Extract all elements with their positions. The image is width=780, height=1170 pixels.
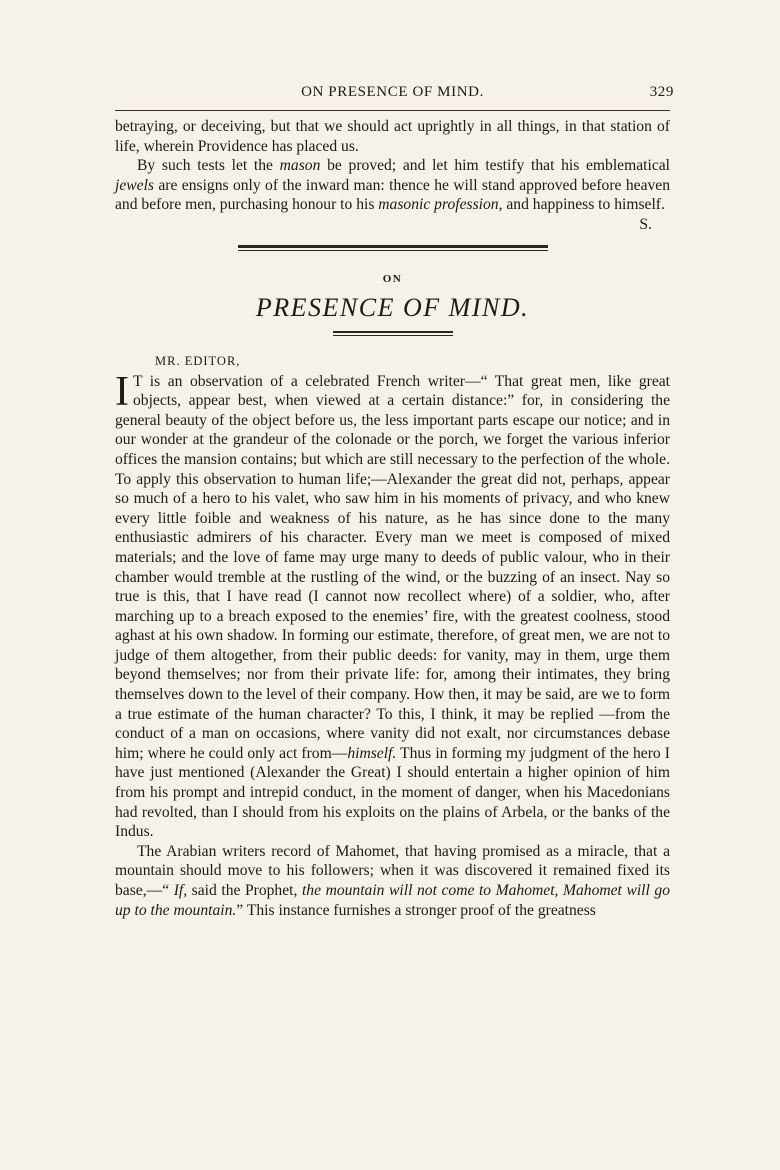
emphasis-if: If,: [173, 882, 188, 899]
section-divider: [238, 245, 548, 251]
text-run: said the Prophet,: [187, 882, 302, 899]
text-run: ” This instance furnishes a stronger proof of the greatness: [236, 901, 596, 919]
previous-article-paragraph: betraying, or deceiving, but that we should act uprightly in all things, in that station of life, wherein Providence has placed us.: [115, 118, 670, 155]
emphasis-jewels: jewels: [115, 176, 154, 194]
text-run: The Arabian writers record of Mahomet, that having promised as a miracle, that a mountain should move to his followers; when it was discovered it remained fixed its base,—“: [115, 842, 670, 899]
text-run: Thus in forming my judgment of the hero I have just mentioned (Alexander the Great) I should entertain a higher opinion of him from his prompt and intrepid conduct, in the moment of danger, when his Macedonians had revolted, than I should from his exploits on the plains of Arbela, or the banks of the Indus.: [115, 744, 670, 841]
article-paragraph-1: [115, 368, 670, 842]
previous-article-paragraph-2: [115, 156, 670, 215]
page: [115, 84, 674, 920]
text-run: are ensigns only of the inward man: thence he will stand approved before heaven and before men, purchasing honour to his: [115, 176, 670, 214]
article-kicker: ON: [382, 272, 403, 285]
text-run: By such tests let the: [137, 157, 280, 175]
signature: S.: [639, 215, 652, 233]
emphasis-prophet-quote: the mountain will not come to Mahomet, Mahomet will go up to the mountain.: [115, 882, 670, 919]
divider-line: [333, 331, 453, 333]
drop-cap: I: [115, 368, 129, 415]
header-rule: [115, 110, 670, 111]
text-run: , and happiness to himself.: [498, 196, 665, 214]
emphasis-masonic-profession: masonic profession: [378, 196, 499, 214]
title-divider: [333, 331, 453, 336]
divider-line: [238, 245, 548, 248]
article-title: PRESENCE OF MIND.: [255, 292, 530, 322]
divider-line: [333, 335, 453, 336]
emphasis-himself: himself.: [347, 744, 397, 762]
running-head: [115, 84, 674, 108]
article-paragraph-2: [115, 842, 670, 920]
text-run: T is an observation of a celebrated French writer—“ That great men, like great objects, appear best, when viewed at a certain distance:” for, in considering the general beauty of the object before us, the less important parts escape our notice; and in our wonder at the grandeur of the colonade or the porch, we forget the various inferior offices the mansion contains; but which are still necessary to the perfection of the whole. To apply this observation to human life;—Alexander the great did not, perhaps, appear so much of a hero to his valet, who saw him in his moments of privacy, and who knew every little foible and weakness of his nature, as he has since done to the many enthusiastic admirers of his character. Every man we meet is composed of mixed materials; and the love of fame may urge many to deeds of public valour, who in their chamber would tremble at the rustling of the wind, or the buzzing of an insect. Nay so true is this, that I have read (I cannot now recollect where) of a soldier, who, after marching up to a breach exposed to the enemies’ fire, with the greatest coolness, stood aghast at his own shadow. In forming our estimate, therefore, of great men, we are not to judge of them altogether, from their public deeds: for vanity, may in them, urge them beyond themselves; nor from their private life: for, among their intimates, they bring themselves down to the level of their company. How then, it may be said, are we to form a true estimate of the human character? To this, I think, it may be replied —from the conduct of a man on occasions, where vanity did not exalt, nor circumstances debase him; where he could only act from—: [115, 372, 670, 762]
running-head-title: ON PRESENCE OF MIND.: [301, 84, 484, 100]
page-number: 329: [649, 84, 674, 100]
divider-line: [238, 250, 548, 251]
emphasis-mason: mason: [279, 157, 321, 175]
salutation: MR. EDITOR,: [155, 353, 241, 368]
text-run: be proved; and let him testify that his emblematical: [320, 157, 670, 175]
